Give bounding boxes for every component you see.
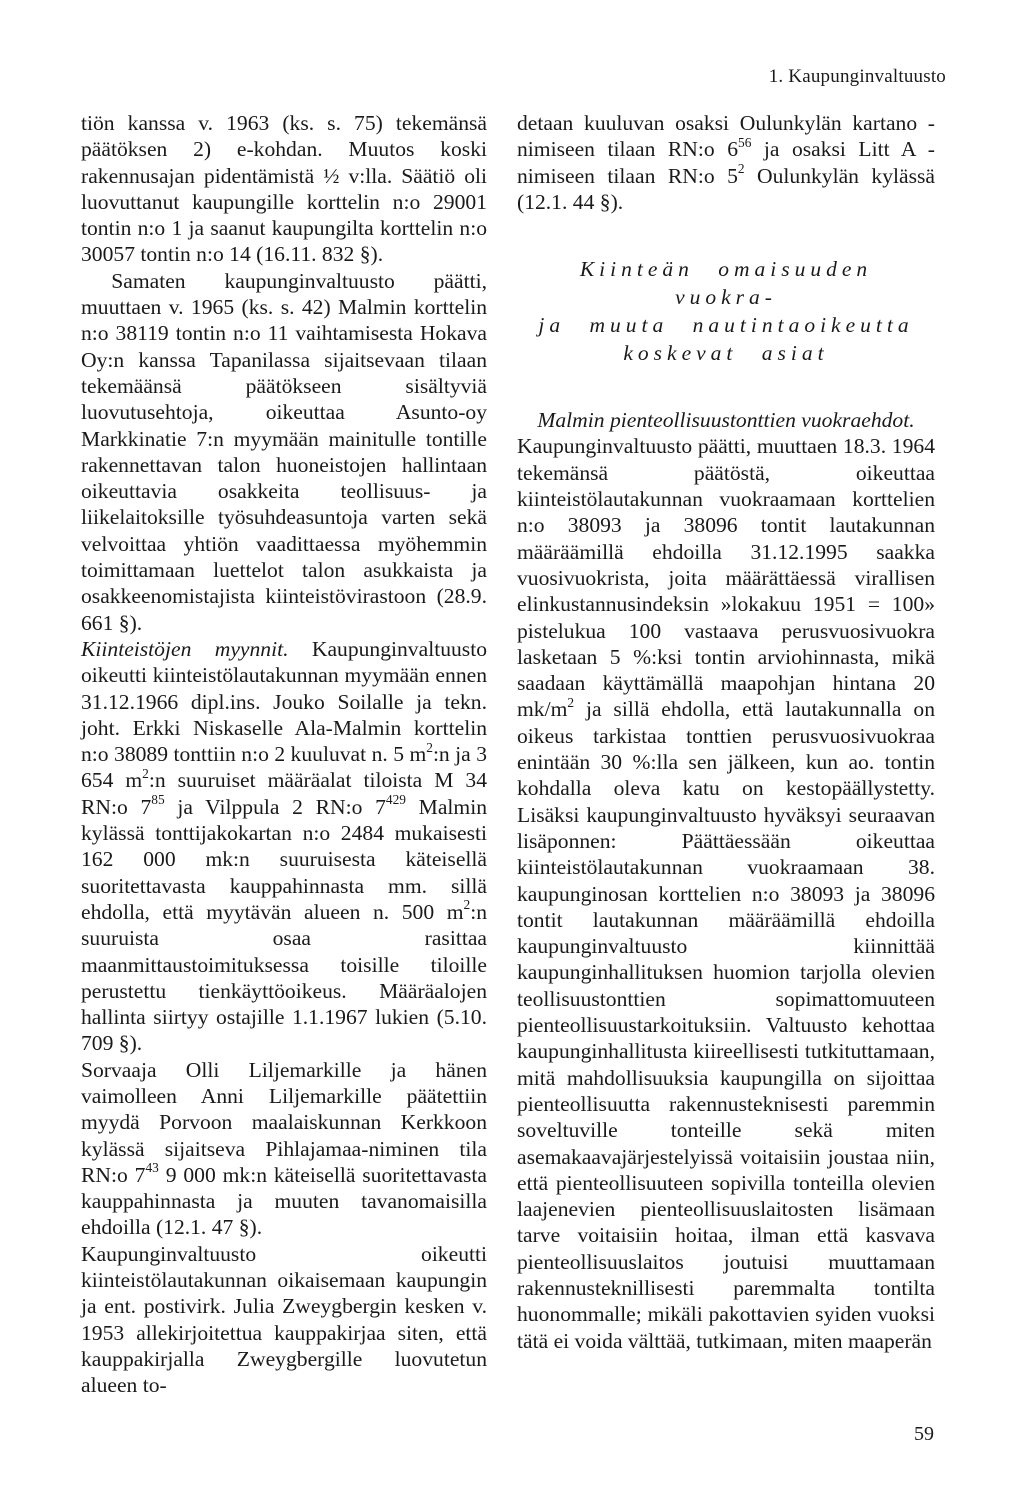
left-paragraph-1: tiön kanssa v. 1963 (ks. s. 75) tekemänsä päätöksen 2) e-kohdan. Muutos koski rakennusajan pidentämistä ½ v:lla. Säätiö oli luovuttanut kaupungille korttelin n:o 29001 tontin n:o 1 ja saanut kaupungilta korttelin n:o 30057 tontin n:o 14 (16.11. 832 §). bbox=[81, 111, 487, 267]
left-paragraph-5: Kaupunginvaltuusto oikeutti kiinteistölautakunnan oikaisemaan kaupungin ja ent. postivirk. Julia Zweygbergin kesken v. 1953 allekirjoitettua kauppakirjaa siten, että kauppakirjalla Zweygbergille luovutetun alueen to- bbox=[81, 1241, 487, 1398]
page-number: 59 bbox=[914, 1423, 934, 1445]
section-heading-line-3: koskevat asiat bbox=[623, 341, 829, 366]
left-paragraph-3: Kiinteistöjen myynnit. Kaupunginvaltuusto oikeutti kiinteistölautakunnan myymään ennen 31.12.1966 dipl.ins. Jouko Soilalle ja tekn. joht. Erkki Niskaselle Ala-Malmin korttelin n:o 38089 tonttiin n:o 2 kuuluvat n. 5 $m^2:n$ ja 3 654 $m^2:n$ suuruiset määräalat tiloista M 34 RN:o $7^{85}$ ja Vilppula 2 RN:o $7^{429}$ Malmin kylässä tonttijakokartan n:o 2484 mukaisesti 162 000 mk:n suuruisesta käteisellä suoritettavasta kauppahinnasta mm. sillä ehdolla, että myytävän alueen n. 500 $m^2:n$ suuruista osaa rasittaa maanmittaustoimituksessa toisille tiloille perustettu tienkäyttöoikeus. Määräalojen hallinta siirtyy ostajille 1.1.1967 lukien (5.10. 709 §). bbox=[81, 636, 487, 1056]
running-header: 1. Kaupunginvaltuusto bbox=[768, 66, 946, 87]
right-paragraph-2: Kaupunginvaltuusto päätti, muuttaen 18.3. 1964 tekemänsä päätöstä, oikeuttaa kiinteistölautakunnan vuokraamaan korttelien n:o 38093 ja 38096 tontit lautakunnan määräämillä ehdoilla 31.12.1995 saakka vuosivuokrista, joita määrättäessä virallisen elinkustannusindeksin »lokakuu 1951 = 100» pistelukua 100 vastaava perusvuosivuokra lasketaan 5 %:ksi tontin arviohinnasta, mikä saadaan käyttämällä maapohjan hintana 20 $mk/m^2$ ja sillä ehdolla, että lautakunnalla on oikeus tarkistaa tonttien perusvuosivuokraa enintään 30 %:lla sen jälkeen, kun ao. tontin kohdalla oleva katu on kestopäällystetty. Lisäksi kaupunginvaltuusto hyväksyi seuraavan lisäponnen: Päättäessään oikeuttaa kiinteistölautakunnan vuokraamaan 38. kaupunginosan korttelien n:o 38093 ja 38096 tontit lautakunnan määräämillä ehdoilla kaupunginvaltuusto kiinnittää kaupunginhallituksen huomion tarjolla olevien teollisuustonttien sopimattomuuteen pienteollisuustarkoituksiin. Valtuusto kehottaa kaupunginhallitusta kiireellisesti tutkituttamaan, mitä mahdollisuuksia kaupungilla on sijoittaa pienteollisuutta rakennusteknisesti paremmin soveltuville tonteille sekä miten asemakaavajärjestelyissä voitaisiin joustaa niin, että pienteollisuuteen sopivilla tonteilla olevien laajenevien pienteollisuuslaitosten lisämaan tarve voitaisiin hoitaa, ilman että kasvava pienteollisuuslaitos joutuisi muuttamaan rakennusteknillisesti paremmalta tontilta huonommalle; mikäli pakottavien syiden vuoksi tätä ei voida välttää, tutkimaan, miten maaperän bbox=[517, 434, 935, 1353]
right-paragraph-1: detaan kuuluvan osaksi Oulunkylän kartano -nimiseen tilaan RN:o $6^{56}$ ja osaksi Litt A -nimiseen tilaan RN:o $5^2$ Oulunkylän kylässä (12.1. 44 §). bbox=[517, 111, 935, 214]
section-heading-line-1: Kiinteän omaisuuden vuokra- bbox=[579, 257, 873, 310]
right-column bbox=[517, 110, 935, 1354]
section-title-property-sales: Kiinteistöjen myynnit. bbox=[81, 636, 289, 661]
left-paragraph-2: Samaten kaupunginvaltuusto päätti, muuttaen v. 1965 (ks. s. 42) Malmin korttelin n:o 38119 tontin n:o 11 vaihtamisesta Hokava Oy:n kanssa Tapanilassa sijaitsevaan tilaan tekemäänsä päätökseen sisältyviä luovutusehtoja, oikeuttaa Asunto-oy Markkinatie 7:n myymään mainitulle tontille rakennettavan talon huoneistojen hallintaan oikeuttavia osakkeita teollisuus- ja liikelaitoksille työsuhdeasuntoja varten sekä velvoittaa yhtiön vaadittaessa myöhemmin toimittamaan luettelot talon asukkaista ja osakkeenomistajista kiinteistövirastoon (28.9. 661 §). bbox=[81, 268, 487, 635]
left-column bbox=[81, 110, 487, 1399]
section-heading-line-2: ja muuta nautintaoikeutta bbox=[538, 313, 914, 338]
subheading: Malmin pienteollisuustonttien vuokraehdot. bbox=[537, 408, 915, 433]
left-paragraph-4: Sorvaaja Olli Liljemarkille ja hänen vaimolleen Anni Liljemarkille päätettiin myydä Porvoon maalaiskunnan Kerkkoon kylässä sijaitseva Pihlajamaa-niminen tila RN:o $7^{43}$ 9 000 mk:n käteisellä suoritettavasta kauppahinnasta ja muuten tavanomaisilla ehdoilla (12.1. 47 §). bbox=[81, 1057, 488, 1240]
section-heading bbox=[517, 255, 935, 367]
